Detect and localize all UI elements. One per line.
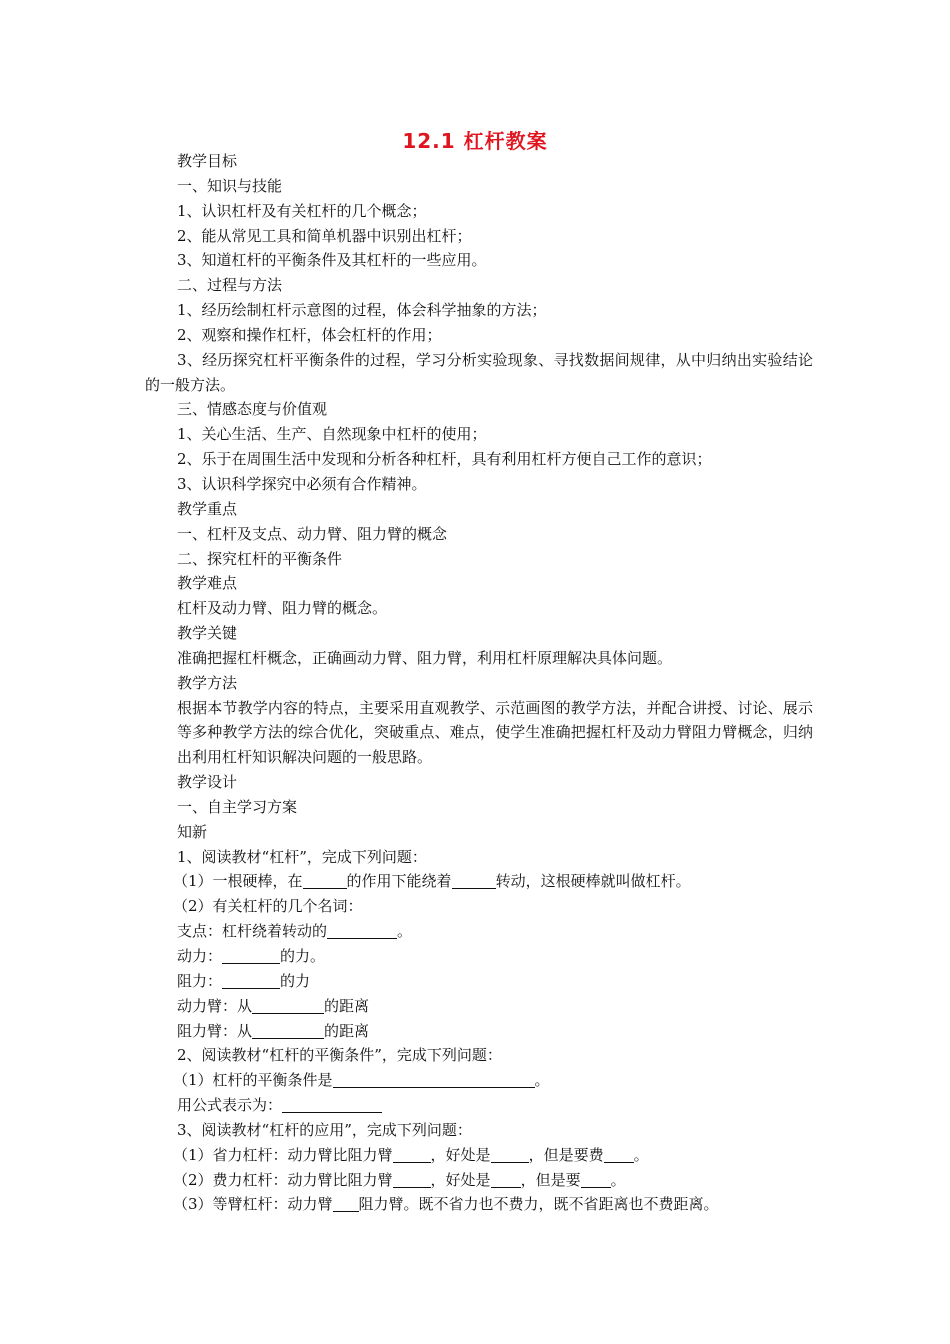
text-line: 1、认识杠杆及有关杠杆的几个概念； [177,201,427,220]
section-heading: 教学方法 [177,673,238,692]
text-paragraph: 根据本节教学内容的特点，主要采用直观教学、示范画图的教学方法，并配合讲授、讨论、展示等多种教学方法的综合优化，突破重点、难点，使学生准确把握杠杆及动力臂阻力臂概念，归纳出利用杠杆知识解决问题的一般思路。 [177,698,813,767]
fill-in-line: 支点：杠杆绕着转动的 。 [177,922,413,941]
fill-in-line: （1）一根硬棒，在 的作用下能绕着 转动，这根硬棒就叫做杠杆。 [173,872,691,891]
text-line: 3、认识科学探究中必须有合作精神。 [177,474,427,493]
subsection-heading: 二、过程与方法 [177,276,283,295]
section-heading: 教学目标 [177,152,238,170]
text-line: 2、乐于在周围生活中发现和分析各种杠杆，具有利用杠杆方便自己工作的意识； [177,450,712,469]
answer-blank[interactable] [252,1022,324,1039]
answer-blank[interactable] [222,972,280,989]
text-line: 1、关心生活、生产、自然现象中杠杆的使用； [177,425,487,444]
text-line: 杠杆及动力臂、阻力臂的概念。 [177,599,388,618]
fill-in-line: （2）费力杠杆：动力臂比阻力臂 ，好处是 ，但是要 。 [173,1170,626,1189]
page-title: 12.1 杠杆教案 [402,129,548,153]
subsection-heading: 知新 [177,822,208,841]
answer-blank[interactable] [604,1146,634,1163]
text-line: 准确把握杠杆概念，正确画动力臂、阻力臂，利用杠杆原理解决具体问题。 [177,648,673,667]
text-line: 3、知道杠杆的平衡条件及其杠杆的一些应用。 [177,251,487,270]
section-heading: 教学设计 [177,773,238,792]
fill-in-line: 阻力： 的力 [177,971,311,990]
text-line: 二、探究杠杆的平衡条件 [177,549,343,568]
answer-blank[interactable] [333,1195,359,1212]
answer-blank[interactable] [491,1146,529,1163]
answer-blank[interactable] [393,1146,431,1163]
fill-in-line: 动力： 的力。 [177,947,326,965]
text-line: 1、经历绘制杠杆示意图的过程，体会科学抽象的方法； [177,301,547,320]
answer-blank[interactable] [393,1171,431,1188]
answer-blank[interactable] [333,1071,535,1088]
question-heading: 2、阅读教材“杠杆的平衡条件”，完成下列问题： [177,1046,502,1065]
fill-in-line: 动力臂：从 的距离 [177,996,370,1015]
subsection-heading: 一、自主学习方案 [177,797,298,816]
fill-in-line: （1）省力杠杆：动力臂比阻力臂 ，好处是 ，但是要费 。 [173,1145,649,1164]
answer-blank[interactable] [491,1171,521,1188]
fill-in-line: 用公式表示为： [145,1093,813,1118]
answer-blank[interactable] [303,872,347,889]
text-line: 2、观察和操作杠杆，体会杠杆的作用； [177,325,442,344]
fill-in-line: （1）杠杆的平衡条件是 。 [173,1071,550,1090]
text-line: 2、能从常见工具和简单机器中识别出杠杆； [177,226,472,245]
text-line: 一、杠杆及支点、动力臂、阻力臂的概念 [177,524,448,543]
document-body [145,149,813,1217]
text-line: （2）有关杠杆的几个名词： [173,897,363,916]
text-paragraph: 3、经历探究杠杆平衡条件的过程，学习分析实验现象、寻找数据间规律，从中归纳出实验结论的一般方法。 [145,350,813,394]
subsection-heading: 三、情感态度与价值观 [177,400,328,419]
section-heading: 教学重点 [177,499,238,518]
answer-blank[interactable] [452,872,496,889]
section-heading: 教学难点 [177,574,238,593]
fill-in-line: 阻力臂：从 的距离 [177,1021,370,1040]
answer-blank[interactable] [222,947,280,964]
subsection-heading: 一、知识与技能 [177,176,283,195]
question-heading: 1、阅读教材“杠杆”，完成下列问题： [177,847,427,866]
question-heading: 3、阅读教材“杠杆的应用”，完成下列问题： [177,1120,472,1139]
answer-blank[interactable] [252,997,324,1014]
section-heading: 教学关键 [177,624,238,643]
answer-blank[interactable] [581,1171,611,1188]
answer-blank[interactable] [327,922,397,939]
fill-in-line: （3）等臂杠杆：动力臂 阻力臂。既不省力也不费力，既不省距离也不费距离。 [173,1195,719,1214]
answer-blank[interactable] [282,1096,382,1113]
